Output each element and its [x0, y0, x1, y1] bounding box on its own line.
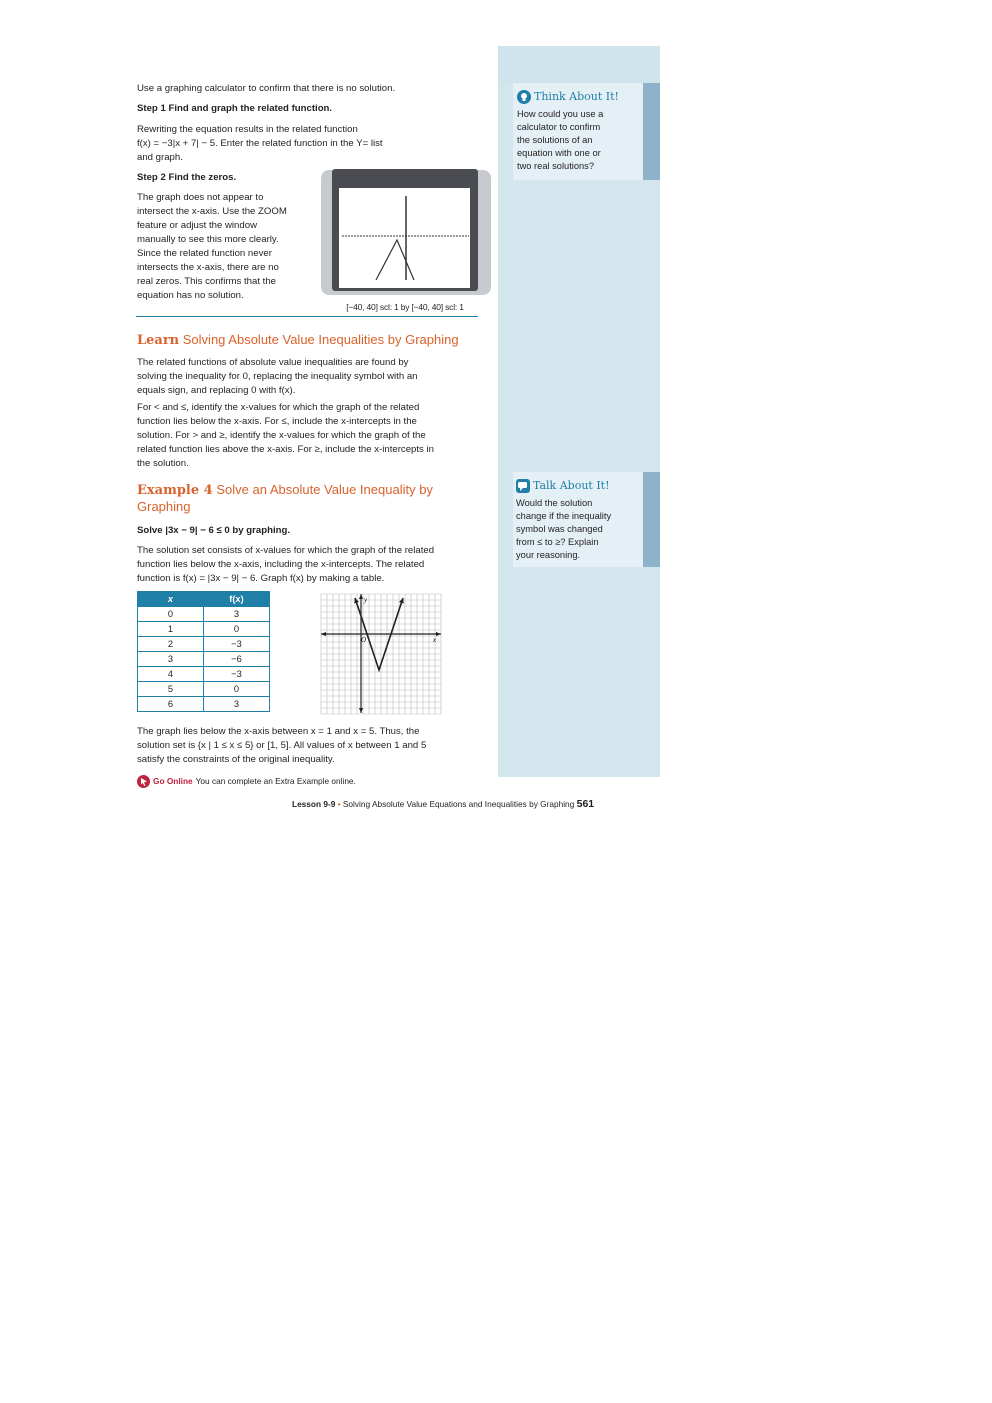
- step2-text: [137, 191, 287, 303]
- example-paragraph: [137, 544, 434, 586]
- table-cell: 0: [203, 682, 269, 697]
- table-row: [138, 637, 270, 652]
- think-about-it-label: Think About It!: [534, 90, 619, 103]
- table-row: [138, 652, 270, 667]
- coordinate-graph: [319, 592, 443, 715]
- calculator-graph: [339, 188, 470, 288]
- go-online-note: [137, 774, 356, 788]
- table-cell: 5: [138, 682, 204, 697]
- learn-paragraph-2: [137, 401, 434, 471]
- y-axis-label: y: [364, 596, 368, 604]
- footer-lesson: Lesson 9-9: [292, 799, 336, 809]
- table-row: [138, 667, 270, 682]
- example-line: function lies below the x-axis, including the x-intercepts. The related: [137, 559, 425, 570]
- step2-line: intersect the x-axis. Use the ZOOM: [137, 206, 287, 217]
- talk-line: your reasoning.: [516, 550, 581, 560]
- conclusion-line: satisfy the constraints of the original inequality.: [137, 754, 335, 765]
- step1-line: and graph.: [137, 152, 183, 163]
- example-prompt: Solve |3x − 9| − 6 ≤ 0 by graphing.: [137, 525, 290, 536]
- table-cell: −3: [203, 667, 269, 682]
- think-line: calculator to confirm: [517, 122, 601, 132]
- talk-line: change if the inequality: [516, 511, 612, 521]
- table-row: [138, 682, 270, 697]
- origin-label: O: [361, 636, 367, 644]
- step1-heading: Step 1 Find and graph the related function.: [137, 103, 333, 114]
- table-cell: 0: [203, 622, 269, 637]
- table-row: [138, 607, 270, 622]
- talk-line: Would the solution: [516, 498, 593, 508]
- speech-bubble-icon: [516, 479, 530, 493]
- learn-heading: [137, 331, 459, 349]
- example-line: The solution set consists of x-values for which the graph of the related: [137, 545, 435, 556]
- table-row: [138, 697, 270, 712]
- table-header-row: [138, 592, 270, 607]
- function-table: [137, 591, 270, 712]
- table-cell: 6: [138, 697, 204, 712]
- function-arrow-left: [354, 598, 359, 604]
- table-cell: 3: [138, 652, 204, 667]
- function-arrow-right: [399, 598, 404, 604]
- talk-about-it-text: [516, 497, 611, 562]
- step1-line: Rewriting the equation results in the related function: [137, 124, 358, 135]
- footer-title: Solving Absolute Value Equations and Inequalities by Graphing: [342, 799, 575, 809]
- calculator-screen: [339, 188, 470, 288]
- think-line: the solutions of an: [517, 135, 593, 145]
- table-row: [138, 622, 270, 637]
- table-cell: −3: [203, 637, 269, 652]
- learn-line: solving the inequality for 0, replacing the inequality symbol with an: [137, 371, 418, 382]
- example-heading: [137, 482, 477, 515]
- step1-text: [137, 123, 383, 165]
- table-cell: 2: [138, 637, 204, 652]
- think-about-it-title: [517, 90, 619, 104]
- step1-line: f(x) = −3|x + 7| − 5. Enter the related function in the Y= list: [137, 138, 383, 149]
- learn-line: equals sign, and replacing 0 with f(x).: [137, 385, 296, 396]
- y-axis-arrow-down: [359, 708, 363, 713]
- page-number: 561: [576, 798, 595, 810]
- go-online-link[interactable]: Go Online: [153, 776, 193, 786]
- calculator-window-caption: [−40, 40] scl: 1 by [−40, 40] scl: 1: [346, 302, 464, 312]
- lightbulb-icon: [517, 90, 531, 104]
- intro-line: Use a graphing calculator to confirm that there is no solution.: [137, 83, 396, 94]
- learn-title: Solving Absolute Value Inequalities by Graphing: [182, 332, 459, 347]
- think-about-it-tab: [643, 83, 660, 180]
- table-header-x: x: [138, 592, 204, 607]
- step2-line: real zeros. This confirms that the: [137, 276, 276, 287]
- example-conclusion: [137, 725, 426, 767]
- example-tag: Example 4: [137, 483, 213, 498]
- table-cell: 3: [203, 697, 269, 712]
- step2-line: The graph does not appear to: [137, 192, 264, 203]
- think-line: equation with one or: [517, 148, 601, 158]
- think-line: two real solutions?: [517, 161, 594, 171]
- conclusion-line: The graph lies below the x-axis between x = 1 and x = 5. Thus, the: [137, 726, 420, 737]
- example-title-line2: Graphing: [137, 499, 191, 514]
- example-line: function is f(x) = |3x − 9| − 6. Graph f(x) by making a table.: [137, 573, 385, 584]
- learn-line: The related functions of absolute value inequalities are found by: [137, 357, 409, 368]
- think-about-it-text: [517, 108, 603, 173]
- learn-tag: Learn: [137, 333, 180, 348]
- learn-line: function lies below the x-axis. For ≤, include the x-intercepts in the: [137, 416, 417, 427]
- table-header-fx: f(x): [203, 592, 269, 607]
- step2-line: equation has no solution.: [137, 290, 244, 301]
- example-title-line1: Solve an Absolute Value Inequality by: [216, 482, 433, 497]
- learn-line: the solution.: [137, 458, 189, 469]
- section-divider: [136, 316, 478, 317]
- go-online-icon[interactable]: [137, 775, 150, 788]
- footer-bullet: •: [337, 799, 341, 809]
- talk-about-it-tab: [643, 472, 660, 567]
- table-cell: 3: [203, 607, 269, 622]
- table-cell: 4: [138, 667, 204, 682]
- step2-line: feature or adjust the window: [137, 220, 257, 231]
- learn-line: related function lies above the x-axis. For ≥, include the x-intercepts in: [137, 444, 434, 455]
- y-axis-arrow-up: [359, 594, 363, 599]
- step2-line: intersects the x-axis, there are no: [137, 262, 279, 273]
- talk-about-it-label: Talk About It!: [533, 479, 610, 492]
- go-online-text: You can complete an Extra Example online.: [195, 776, 356, 786]
- step2-line: manually to see this more clearly.: [137, 234, 279, 245]
- learn-line: solution. For > and ≥, identify the x-values for which the graph of the: [137, 430, 426, 441]
- x-axis-arrow-left: [321, 632, 326, 636]
- step2-line: Since the related function never: [137, 248, 272, 259]
- step2-heading: Step 2 Find the zeros.: [137, 172, 237, 183]
- x-axis-label: x: [433, 636, 437, 644]
- page-footer: [292, 797, 622, 811]
- learn-paragraph-1: [137, 356, 418, 398]
- table-cell: 1: [138, 622, 204, 637]
- graph-grid: [321, 594, 441, 714]
- learn-line: For < and ≤, identify the x-values for which the graph of the related: [137, 402, 420, 413]
- talk-line: symbol was changed: [516, 524, 603, 534]
- talk-about-it-title: [516, 479, 610, 493]
- think-line: How could you use a: [517, 109, 604, 119]
- table-cell: 0: [138, 607, 204, 622]
- conclusion-line: solution set is {x | 1 ≤ x ≤ 5} or [1, 5]. All values of x between 1 and 5: [137, 740, 427, 751]
- table-cell: −6: [203, 652, 269, 667]
- talk-line: from ≤ to ≥? Explain: [516, 537, 599, 547]
- x-axis-arrow-right: [436, 632, 441, 636]
- sidebar-top-strip: [498, 46, 660, 83]
